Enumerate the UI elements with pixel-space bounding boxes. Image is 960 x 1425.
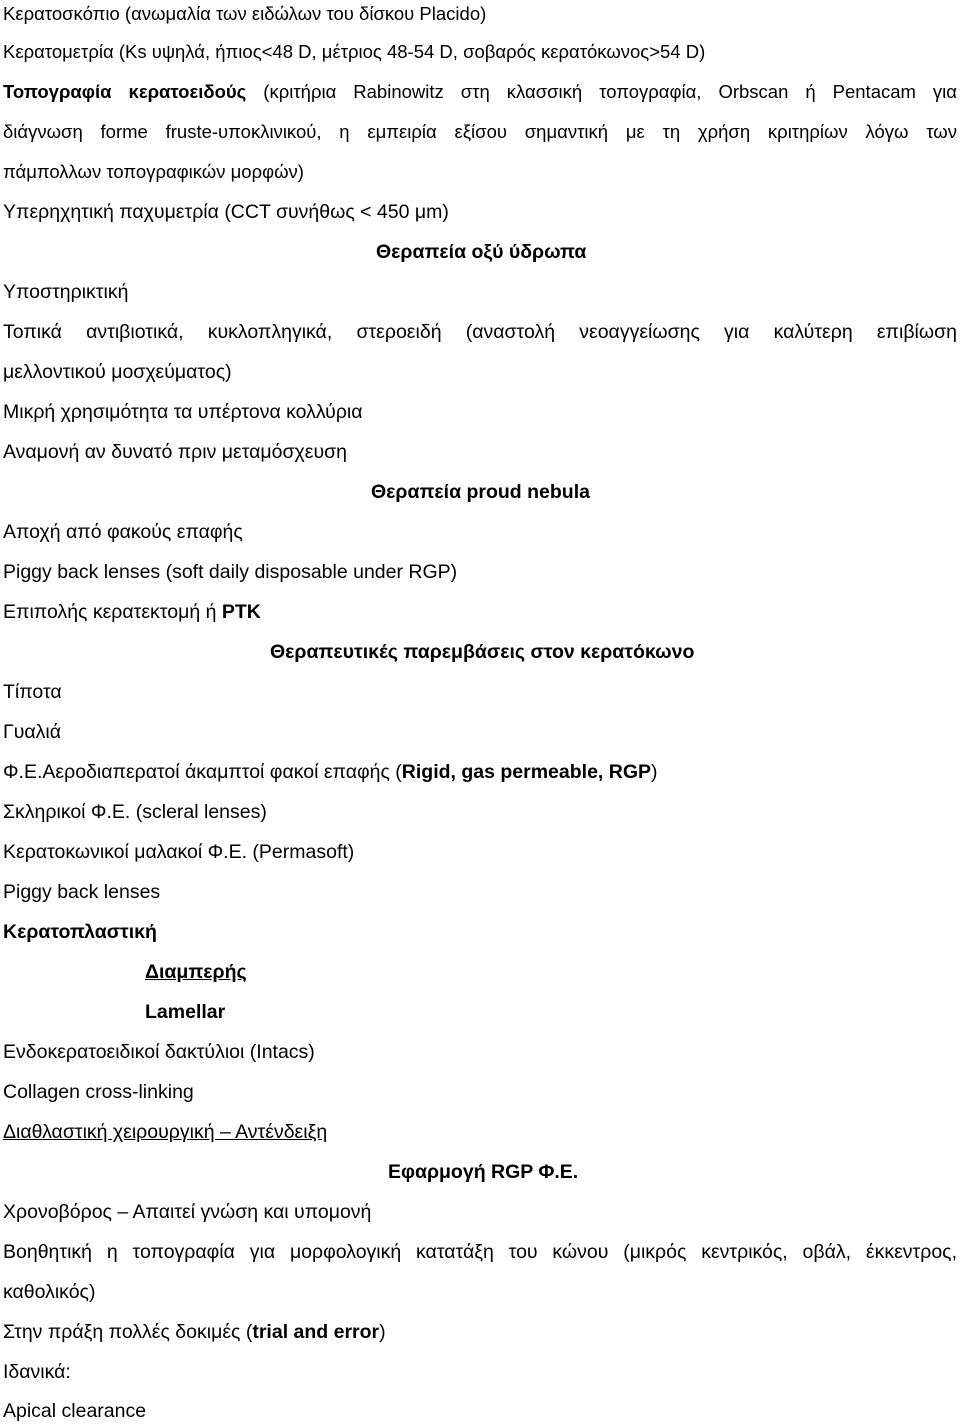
text-line-cone-classification: Βοηθητική η τοπογραφία για μορφολογική κατατάξη του κώνου (μικρός κεντρικός, οβάλ, έκκεντρος, bbox=[3, 1241, 957, 1263]
text-line-penetrating: Διαμπερής bbox=[145, 961, 247, 983]
text-line-apical-clearance: Apical clearance bbox=[3, 1400, 147, 1422]
text-line-intacs: Ενδοκερατοειδικοί δακτύλιοι (Intacs) bbox=[3, 1041, 315, 1063]
rgp-text-c: ) bbox=[651, 761, 658, 783]
text-line-scleral-lenses: Σκληρικοί Φ.Ε. (scleral lenses) bbox=[3, 801, 267, 823]
text-line-refractive-surgery: Διαθλαστική χειρουργική – Αντένδειξη bbox=[3, 1121, 328, 1143]
heading-rgp-fitting: Εφαρμογή RGP Φ.Ε. bbox=[388, 1161, 579, 1183]
text-line-keratectomy bbox=[3, 598, 957, 626]
text-line-cross-linking: Collagen cross-linking bbox=[3, 1081, 194, 1103]
text-line-global: καθολικός) bbox=[3, 1281, 96, 1303]
rgp-bold-label: Rigid, gas permeable, RGP bbox=[401, 761, 652, 783]
heading-keratoconus-interventions: Θεραπευτικές παρεμβάσεις στον κερατόκωνο bbox=[270, 641, 695, 663]
text-line-permasoft: Κερατοκωνικοί μαλακοί Φ.Ε. (Permasoft) bbox=[3, 841, 355, 863]
text-line-nothing: Τίποτα bbox=[3, 681, 62, 703]
text-line-lamellar: Lamellar bbox=[145, 1001, 226, 1023]
ptk-bold-label: PTK bbox=[221, 601, 261, 623]
text-line-future-graft: μελλοντικού μοσχεύματος) bbox=[3, 361, 232, 383]
text-line-keratometry: Κερατομετρία (Ks υψηλά, ήπιος<48 D, μέτριος 48-54 D, σοβαρός κερατόκωνος>54 D) bbox=[3, 41, 706, 62]
text-line-piggy-back-soft: Piggy back lenses (soft daily disposable under RGP) bbox=[3, 561, 458, 583]
text-line-topography bbox=[3, 78, 957, 106]
text-line-keratoscopy: Κερατοσκόπιο (ανωμαλία των ειδώλων του δίσκου Placido) bbox=[3, 3, 487, 24]
text-line-supportive: Υποστηρικτική bbox=[3, 281, 129, 303]
heading-proud-nebula: Θεραπεία proud nebula bbox=[371, 481, 590, 503]
text-line-hypertonic-drops: Μικρή χρησιμότητα τα υπέρτονα κολλύρια bbox=[3, 401, 363, 423]
topography-bold-label: Τοπογραφία κερατοειδούς bbox=[3, 81, 247, 102]
rgp-text-a: Φ.Ε.Αεροδιαπερατοί άκαμπτοί φακοί επαφής ( bbox=[3, 761, 402, 783]
text-line-keratoplasty: Κερατοπλαστική bbox=[3, 921, 157, 943]
text-line-glasses: Γυαλιά bbox=[3, 721, 62, 743]
trial-text-c: ) bbox=[379, 1321, 386, 1343]
text-line-time-consuming: Χρονοβόρος – Απαιτεί γνώση και υπομονή bbox=[3, 1201, 372, 1223]
text-line-diagnosis: διάγνωση forme fruste-υποκλινικού, η εμπειρία εξίσου σημαντική με τη χρήση κριτηρίων λόγω των bbox=[3, 121, 957, 142]
topography-text: (κριτήρια Rabinowitz στη κλασσική τοπογραφία, Orbscan ή Pentacam για bbox=[246, 81, 957, 102]
trial-bold-label: trial and error bbox=[252, 1321, 380, 1343]
text-line-avoid-contact-lenses: Αποχή από φακούς επαφής bbox=[3, 521, 243, 543]
text-line-topographic-forms: πάμπολλων τοπογραφικών μορφών) bbox=[3, 161, 304, 182]
text-line-wait-before-transplant: Αναμονή αν δυνατό πριν μεταμόσχευση bbox=[3, 441, 347, 463]
trial-text-a: Στην πράξη πολλές δοκιμές ( bbox=[3, 1321, 253, 1343]
text-line-piggy-back: Piggy back lenses bbox=[3, 881, 161, 903]
text-line-ideally: Ιδανικά: bbox=[3, 1361, 71, 1383]
text-line-pachymetry: Υπερηχητική παχυμετρία (CCT συνήθως < 450 μm) bbox=[3, 201, 449, 223]
heading-acute-hydrops: Θεραπεία οξύ ύδρωπα bbox=[376, 241, 587, 263]
text-line-rgp-lenses bbox=[3, 758, 957, 786]
text-line-topical-treatment: Τοπικά αντιβιοτικά, κυκλοπληγικά, στεροειδή (αναστολή νεοαγγείωσης για καλύτερη επιβίωση bbox=[3, 321, 957, 343]
text-line-trial-and-error bbox=[3, 1318, 957, 1346]
keratectomy-text: Επιπολής κερατεκτομή ή bbox=[3, 601, 222, 623]
